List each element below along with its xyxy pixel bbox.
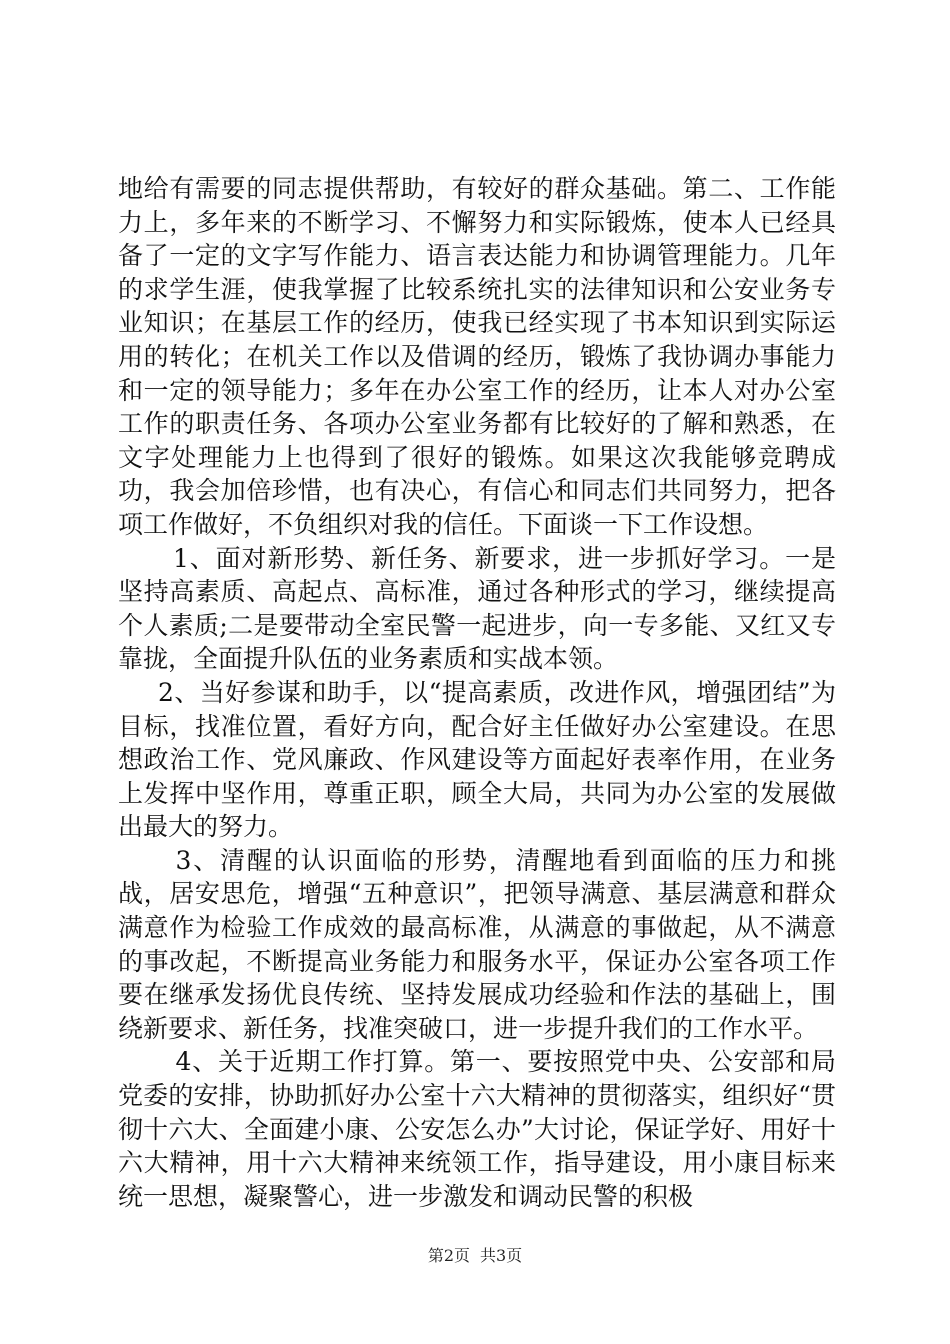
document-body [118,172,836,1213]
page-number: 第2页 [427,1246,470,1265]
page-total: 共3页 [480,1246,523,1265]
page-footer [0,1246,950,1266]
paragraph-item-4: 4、关于近期工作打算。第一、要按照党中央、公安部和局党委的安排，协助抓好办公室十六大精神的贯彻落实，组织好“贯彻十六大、全面建小康、公安怎么办”大讨论，保证学好、用好十六大精神，用十六大精神来统领工作，指导建设，用小康目标来统一思想，凝聚警心，进一步激发和调动民警的积极 [118,1047,836,1211]
paragraph-continuation: 地给有需要的同志提供帮助，有较好的群众基础。第二、工作能力上，多年来的不断学习、不懈努力和实际锻炼，使本人已经具备了一定的文字写作能力、语言表达能力和协调管理能力。几年的求学生涯，使我掌握了比较系统扎实的法律知识和公安业务专业知识；在基层工作的经历，使我已经实现了书本知识到实际运用的转化；在机关工作以及借调的经历，锻炼了我协调办事能力和一定的领导能力；多年在办公室工作的经历，让本人对办公室工作的职责任务、各项办公室业务都有比较好的了解和熟悉，在文字处理能力上也得到了很好的锻炼。如果这次我能够竞聘成功，我会加倍珍惜，也有决心，有信心和同志们共同努力，把各项工作做好，不负组织对我的信任。下面谈一下工作设想。 [118,174,836,539]
paragraph-item-3: 3、清醒的认识面临的形势，清醒地看到面临的压力和挑战，居安思危，增强“五种意识”，把领导满意、基层满意和群众满意作为检验工作成效的最高标准，从满意的事做起，从不满意的事改起，不断提高业务能力和服务水平，保证办公室各项工作要在继承发扬优良传统、坚持发展成功经验和作法的基础上，围绕新要求、新任务，找准突破口，进一步提升我们的工作水平。 [118,845,836,1043]
paragraph-item-2: 2、当好参谋和助手，以“提高素质，改进作风，增强团结”为目标，找准位置，看好方向，配合好主任做好办公室建设。在思想政治工作、党风廉政、作风建设等方面起好表率作用，在业务上发挥中坚作用，尊重正职，顾全大局，共同为办公室的发展做出最大的努力。 [118,677,836,842]
paragraph-item-1: 1、面对新形势、新任务、新要求，进一步抓好学习。一是坚持高素质、高起点、高标准，通过各种形式的学习，继续提高个人素质;二是要带动全室民警一起进步，向一专多能、又红又专靠拢，全面提升队伍的业务素质和实战本领。 [118,543,836,674]
